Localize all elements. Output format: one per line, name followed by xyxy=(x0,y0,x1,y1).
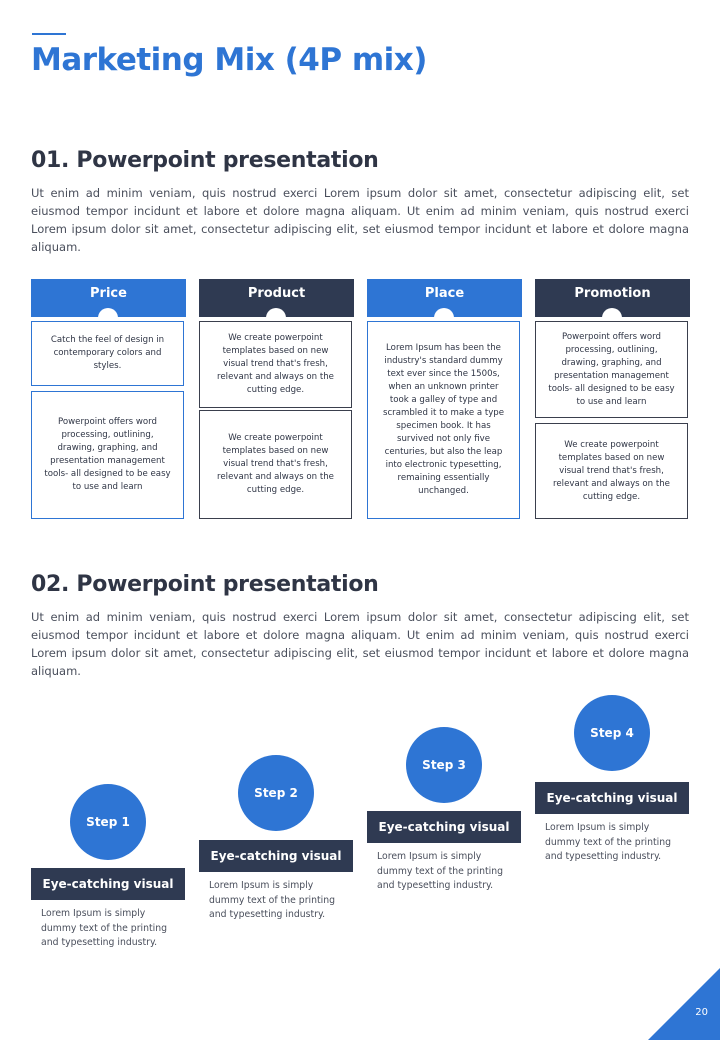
step-1-circle: Step 1 xyxy=(70,784,146,860)
price-box-2: Powerpoint offers word processing, outlining, drawing, graphing, and presentation management tools- all designed to be easy to use and learn xyxy=(31,391,184,519)
step-2-text: Lorem Ipsum is simply dummy text of the printing and typesetting industry. xyxy=(209,880,336,920)
step-2-circle: Step 2 xyxy=(238,755,314,831)
product-box-2: We create powerpoint templates based on new visual trend that's fresh, relevant and always on the cutting edge. xyxy=(199,410,352,519)
price-label: Price xyxy=(90,286,127,301)
price-box-1: Catch the feel of design in contemporary colors and styles. xyxy=(31,321,184,386)
product-header xyxy=(199,279,354,317)
page-title: Marketing Mix (4P mix) xyxy=(31,42,427,78)
mix-column-product xyxy=(199,279,354,519)
section-2-title: 02. Powerpoint presentation xyxy=(31,572,379,597)
step-3-text: Lorem Ipsum is simply dummy text of the printing and typesetting industry. xyxy=(377,851,504,891)
step-1-text: Lorem Ipsum is simply dummy text of the printing and typesetting industry. xyxy=(41,908,168,948)
product-box-1: We create powerpoint templates based on new visual trend that's fresh, relevant and always on the cutting edge. xyxy=(199,321,352,408)
title-accent-line xyxy=(32,33,66,35)
step-4-heading: Eye-catching visual xyxy=(535,782,689,814)
place-header xyxy=(367,279,522,317)
product-label: Product xyxy=(247,286,306,301)
place-box-1: Lorem Ipsum has been the industry's standard dummy text ever since the 1500s, when an unknown printer took a galley of type and scrambled it to make a type specimen book. It has survived not only five centuries, but also the leap into electronic typesetting, remaining essentially unchanged. xyxy=(367,321,520,519)
section-1-title: 01. Powerpoint presentation xyxy=(31,148,379,173)
corner-triangle xyxy=(648,968,720,1040)
section-2-body: Ut enim ad minim veniam, quis nostrud exerci Lorem ipsum dolor sit amet, consectetur adipiscing elit, set eiusmod tempor incidunt et labore et dolore magna aliquam. Ut enim ad minim veniam, quis nostrud exerci Lorem ipsum dolor sit amet, consectetur adipiscing elit, set eiusmod tempor incidunt et labore et dolore magna aliquam. xyxy=(31,610,689,678)
place-label: Place xyxy=(424,286,465,301)
promotion-label: Promotion xyxy=(574,286,651,301)
mix-column-place xyxy=(367,279,522,519)
promotion-box-2: We create powerpoint templates based on new visual trend that's fresh, relevant and always on the cutting edge. xyxy=(535,423,688,519)
page-number: 20 xyxy=(695,1007,708,1018)
section-1-body: Ut enim ad minim veniam, quis nostrud exerci Lorem ipsum dolor sit amet, consectetur adipiscing elit, set eiusmod tempor incidunt et labore et dolore magna aliquam. Ut enim ad minim veniam, quis nostrud exerci Lorem ipsum dolor sit amet, consectetur adipiscing elit, set eiusmod tempor incidunt et labore et dolore magna aliquam. xyxy=(31,186,689,254)
step-4-text: Lorem Ipsum is simply dummy text of the printing and typesetting industry. xyxy=(545,822,672,862)
step-1-heading: Eye-catching visual xyxy=(31,868,185,900)
price-header xyxy=(31,279,186,317)
step-3-circle: Step 3 xyxy=(406,727,482,803)
mix-column-promotion xyxy=(535,279,690,519)
step-2-heading: Eye-catching visual xyxy=(199,840,353,872)
promotion-box-1: Powerpoint offers word processing, outlining, drawing, graphing, and presentation management tools- all designed to be easy to use and learn xyxy=(535,321,688,418)
step-4-circle: Step 4 xyxy=(574,695,650,771)
promotion-header xyxy=(535,279,690,317)
step-3-heading: Eye-catching visual xyxy=(367,811,521,843)
mix-column-price xyxy=(31,279,186,519)
